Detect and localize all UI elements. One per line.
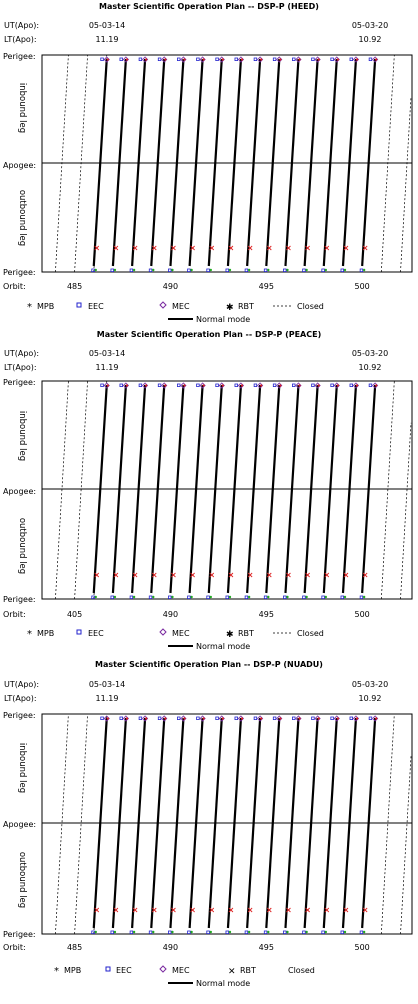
eec-marker xyxy=(158,717,161,720)
rbt-marker xyxy=(203,58,205,60)
eec-marker xyxy=(149,931,152,934)
y-tick-apogee: Apogee: xyxy=(3,487,37,496)
mpb-marker xyxy=(325,931,327,933)
legend-mpb: MPB xyxy=(64,966,82,975)
eec-marker xyxy=(197,384,200,387)
eec-marker xyxy=(168,596,171,599)
eec-marker xyxy=(292,58,295,61)
eec-marker xyxy=(168,269,171,272)
mpb-marker xyxy=(305,269,307,271)
eec-marker xyxy=(341,931,344,934)
orbit-tick-label: 490 xyxy=(162,943,179,952)
mpb-marker xyxy=(152,269,154,271)
legend-closed: Closed xyxy=(297,629,324,638)
closed-orbit-trace xyxy=(381,381,394,599)
orbit-tick-label: 405 xyxy=(66,610,83,619)
eec-marker xyxy=(303,269,306,272)
eec-marker xyxy=(235,717,238,720)
rbt-marker xyxy=(241,384,243,386)
eec-marker xyxy=(273,717,276,720)
lt-end: 10.92 xyxy=(358,363,382,372)
ut-start: 05-03-14 xyxy=(88,349,126,358)
mpb-marker xyxy=(210,596,212,598)
inbound-leg-label: inbound leg xyxy=(17,82,27,134)
eec-legend-marker xyxy=(106,967,110,971)
rbt-marker xyxy=(375,384,377,386)
eec-marker xyxy=(235,384,238,387)
eec-marker xyxy=(197,58,200,61)
lt-label: LT(Apo): xyxy=(4,694,37,703)
mpb-marker xyxy=(267,931,269,933)
eec-marker xyxy=(111,596,114,599)
legend-rbt: RBT xyxy=(238,629,254,638)
eec-marker xyxy=(226,269,229,272)
rbt-marker xyxy=(145,384,147,386)
mpb-marker xyxy=(248,596,250,598)
lt-label: LT(Apo): xyxy=(4,363,37,372)
legend-normal-mode: Normal mode xyxy=(196,315,251,324)
eec-marker xyxy=(292,384,295,387)
eec-marker xyxy=(254,717,257,720)
mpb-marker xyxy=(267,269,269,271)
rbt-marker xyxy=(203,717,205,719)
rbt-marker xyxy=(318,717,320,719)
eec-marker xyxy=(264,269,267,272)
legend-mec: MEC xyxy=(172,629,190,638)
mpb-marker xyxy=(210,269,212,271)
rbt-marker xyxy=(337,58,339,60)
y-tick-perigee-top: Perigee: xyxy=(3,711,36,720)
eec-marker xyxy=(120,384,123,387)
chart-title: Master Scientific Operation Plan -- DSP-P (HEED) xyxy=(99,2,319,11)
y-tick-perigee-top: Perigee: xyxy=(3,52,36,61)
y-tick-apogee: Apogee: xyxy=(3,161,37,170)
orbit-axis-label: Orbit: xyxy=(3,610,26,619)
rbt-marker xyxy=(279,384,281,386)
eec-marker xyxy=(360,269,363,272)
mpb-marker xyxy=(171,269,173,271)
mpb-marker xyxy=(114,931,116,933)
lt-start: 11.19 xyxy=(95,363,119,372)
rbt-marker xyxy=(183,58,185,60)
orbit-tick-label: 500 xyxy=(354,943,370,952)
eec-marker xyxy=(331,58,334,61)
ut-end: 05-03-20 xyxy=(351,21,389,30)
legend-eec: EEC xyxy=(88,629,104,638)
eec-marker xyxy=(216,717,219,720)
eec-marker xyxy=(245,931,248,934)
mec-legend-marker xyxy=(160,629,166,635)
closed-orbit-trace xyxy=(55,714,68,934)
mpb-marker xyxy=(190,269,192,271)
mpb-marker xyxy=(95,931,97,933)
ut-label: UT(Apo): xyxy=(4,349,40,358)
mpb-marker xyxy=(248,931,250,933)
mpb-marker xyxy=(325,596,327,598)
rbt-marker xyxy=(107,717,109,719)
plot-frame xyxy=(42,381,412,599)
eec-marker xyxy=(149,596,152,599)
eec-marker xyxy=(360,931,363,934)
orbit-axis-label: Orbit: xyxy=(3,943,26,952)
legend xyxy=(27,629,324,651)
rbt-marker xyxy=(164,717,166,719)
rbt-marker xyxy=(318,384,320,386)
rbt-marker xyxy=(241,717,243,719)
rbt-marker xyxy=(107,58,109,60)
y-tick-perigee-bottom: Perigee: xyxy=(3,930,36,939)
orbit-tick-label: 485 xyxy=(66,943,83,952)
eec-marker xyxy=(254,58,257,61)
orbit-traces xyxy=(55,381,411,599)
eec-marker xyxy=(92,596,95,599)
legend xyxy=(27,302,324,324)
eec-marker xyxy=(369,717,372,720)
rbt-marker xyxy=(126,384,128,386)
legend-normal-mode: Normal mode xyxy=(196,979,251,988)
legend-mec: MEC xyxy=(172,966,190,975)
eec-marker xyxy=(312,384,315,387)
eec-marker xyxy=(111,269,114,272)
eec-marker xyxy=(139,717,142,720)
orbit-ticks xyxy=(67,610,370,619)
mpb-marker xyxy=(305,596,307,598)
y-tick-perigee-bottom: Perigee: xyxy=(3,595,36,604)
rbt-marker xyxy=(356,384,358,386)
mpb-marker xyxy=(229,931,231,933)
orbit-ticks xyxy=(67,943,370,952)
mpb-legend-marker: * xyxy=(27,302,32,313)
eec-marker xyxy=(130,269,133,272)
eec-marker xyxy=(197,717,200,720)
eec-marker xyxy=(101,58,104,61)
orbit-tick-label: 495 xyxy=(258,943,274,952)
rbt-marker xyxy=(126,58,128,60)
eec-marker xyxy=(139,384,142,387)
mpb-marker xyxy=(286,269,288,271)
y-tick-apogee: Apogee: xyxy=(3,820,37,829)
rbt-marker xyxy=(164,384,166,386)
lt-start: 11.19 xyxy=(95,35,119,44)
eec-marker xyxy=(226,931,229,934)
chart-panel-nuadu xyxy=(0,658,418,1004)
eec-marker xyxy=(331,717,334,720)
mpb-marker xyxy=(114,596,116,598)
mec-legend-marker xyxy=(160,966,166,972)
mpb-marker xyxy=(190,931,192,933)
mpb-marker xyxy=(363,931,365,933)
closed-orbit-trace xyxy=(400,423,411,599)
eec-marker xyxy=(188,931,191,934)
closed-orbit-trace xyxy=(381,714,394,934)
eec-marker xyxy=(283,269,286,272)
eec-marker xyxy=(322,596,325,599)
eec-marker xyxy=(235,58,238,61)
mpb-marker xyxy=(248,269,250,271)
mpb-marker xyxy=(133,596,135,598)
eec-marker xyxy=(360,596,363,599)
rbt-marker xyxy=(337,384,339,386)
eec-marker xyxy=(158,384,161,387)
mpb-marker xyxy=(133,931,135,933)
eec-marker xyxy=(188,269,191,272)
rbt-marker xyxy=(126,717,128,719)
y-tick-perigee-bottom: Perigee: xyxy=(3,268,36,277)
orbit-tick-label: 500 xyxy=(354,610,370,619)
ut-label: UT(Apo): xyxy=(4,680,40,689)
eec-marker xyxy=(177,717,180,720)
rbt-marker xyxy=(203,384,205,386)
mpb-marker xyxy=(286,596,288,598)
eec-marker xyxy=(101,384,104,387)
inbound-leg-label: inbound leg xyxy=(17,410,27,462)
eec-marker xyxy=(350,384,353,387)
ut-label: UT(Apo): xyxy=(4,21,40,30)
inbound-leg-label: inbound leg xyxy=(17,742,27,794)
rbt-marker xyxy=(279,717,281,719)
mpb-marker xyxy=(190,596,192,598)
eec-marker xyxy=(111,931,114,934)
mpb-marker xyxy=(344,596,346,598)
mpb-marker xyxy=(95,596,97,598)
eec-marker xyxy=(207,596,210,599)
rbt-marker xyxy=(298,58,300,60)
lt-end: 10.92 xyxy=(358,35,382,44)
mpb-marker xyxy=(325,269,327,271)
rbt-marker xyxy=(222,717,224,719)
ut-end: 05-03-20 xyxy=(351,680,389,689)
eec-marker xyxy=(149,269,152,272)
legend-normal-mode: Normal mode xyxy=(196,642,251,651)
rbt-marker xyxy=(260,58,262,60)
mpb-marker xyxy=(363,596,365,598)
rbt-marker xyxy=(356,717,358,719)
mpb-marker xyxy=(210,931,212,933)
legend-rbt: RBT xyxy=(238,302,254,311)
mpb-legend-marker: * xyxy=(54,966,59,977)
chart-panel-heed xyxy=(0,0,418,328)
rbt-marker xyxy=(241,58,243,60)
eec-marker xyxy=(312,58,315,61)
rbt-marker xyxy=(145,717,147,719)
eec-marker xyxy=(350,58,353,61)
eec-marker xyxy=(341,596,344,599)
mec-legend-marker xyxy=(160,302,166,308)
legend-closed: Closed xyxy=(288,966,315,975)
rbt-marker xyxy=(107,384,109,386)
mpb-marker xyxy=(229,269,231,271)
eec-marker xyxy=(130,596,133,599)
orbit-traces xyxy=(55,714,411,934)
eec-marker xyxy=(216,384,219,387)
legend-mpb: MPB xyxy=(37,629,55,638)
orbit-tick-label: 500 xyxy=(354,282,370,291)
plot-frame xyxy=(42,714,412,934)
eec-marker xyxy=(312,717,315,720)
mpb-legend-marker: * xyxy=(27,629,32,640)
eec-marker xyxy=(139,58,142,61)
legend-mpb: MPB xyxy=(37,302,55,311)
eec-marker xyxy=(341,269,344,272)
mpb-marker xyxy=(152,596,154,598)
mpb-marker xyxy=(305,931,307,933)
lt-end: 10.92 xyxy=(358,694,382,703)
chart-panel-peace xyxy=(0,328,418,658)
rbt-marker xyxy=(183,717,185,719)
rbt-marker xyxy=(183,384,185,386)
outbound-leg-label: outbound leg xyxy=(17,851,27,909)
mpb-marker xyxy=(133,269,135,271)
closed-orbit-trace xyxy=(400,756,411,934)
eec-marker xyxy=(264,596,267,599)
mpb-marker xyxy=(363,269,365,271)
eec-marker xyxy=(207,269,210,272)
legend-mec: MEC xyxy=(172,302,190,311)
mpb-marker xyxy=(171,931,173,933)
chart-title: Master Scientific Operation Plan -- DSP-P (NUADU) xyxy=(95,660,323,669)
rbt-marker xyxy=(318,58,320,60)
legend-eec: EEC xyxy=(116,966,132,975)
legend-closed: Closed xyxy=(297,302,324,311)
mpb-marker xyxy=(267,596,269,598)
closed-orbit-trace xyxy=(75,381,88,599)
outbound-leg-label: outbound leg xyxy=(17,517,27,575)
mpb-marker xyxy=(171,596,173,598)
lt-start: 11.19 xyxy=(95,694,119,703)
eec-marker xyxy=(92,269,95,272)
rbt-marker xyxy=(375,717,377,719)
eec-marker xyxy=(177,384,180,387)
eec-marker xyxy=(322,931,325,934)
y-tick-perigee-top: Perigee: xyxy=(3,378,36,387)
eec-marker xyxy=(168,931,171,934)
eec-marker xyxy=(245,269,248,272)
rbt-marker xyxy=(337,717,339,719)
eec-marker xyxy=(350,717,353,720)
ut-start: 05-03-14 xyxy=(88,680,126,689)
orbit-tick-label: 490 xyxy=(162,610,179,619)
eec-marker xyxy=(322,269,325,272)
eec-marker xyxy=(207,931,210,934)
orbit-axis-label: Orbit: xyxy=(3,282,26,291)
ut-end: 05-03-20 xyxy=(351,349,389,358)
eec-marker xyxy=(273,58,276,61)
rbt-marker xyxy=(145,58,147,60)
eec-marker xyxy=(188,596,191,599)
orbit-tick-label: 495 xyxy=(258,610,274,619)
closed-orbit-trace xyxy=(400,97,411,272)
eec-marker xyxy=(216,58,219,61)
eec-marker xyxy=(226,596,229,599)
mpb-marker xyxy=(229,596,231,598)
rbt-marker xyxy=(298,384,300,386)
lt-label: LT(Apo): xyxy=(4,35,37,44)
orbit-tick-label: 490 xyxy=(162,282,179,291)
chart-title: Master Scientific Operation Plan -- DSP-P (PEACE) xyxy=(96,330,322,339)
rbt-marker xyxy=(279,58,281,60)
eec-marker xyxy=(303,596,306,599)
eec-marker xyxy=(273,384,276,387)
outbound-leg-label: outbound leg xyxy=(17,189,27,247)
eec-marker xyxy=(92,931,95,934)
eec-marker xyxy=(245,596,248,599)
rbt-marker xyxy=(298,717,300,719)
orbit-ticks xyxy=(67,282,370,291)
mpb-marker xyxy=(114,269,116,271)
mpb-marker xyxy=(95,269,97,271)
rbt-marker xyxy=(222,58,224,60)
eec-marker xyxy=(130,931,133,934)
mpb-marker xyxy=(286,931,288,933)
rbt-marker xyxy=(260,384,262,386)
eec-marker xyxy=(369,58,372,61)
closed-orbit-trace xyxy=(75,714,88,934)
mpb-marker xyxy=(152,931,154,933)
eec-marker xyxy=(101,717,104,720)
eec-marker xyxy=(254,384,257,387)
rbt-marker xyxy=(356,58,358,60)
eec-marker xyxy=(331,384,334,387)
eec-marker xyxy=(264,931,267,934)
rbt-legend-marker: ✱ xyxy=(226,630,234,640)
eec-marker xyxy=(303,931,306,934)
eec-marker xyxy=(158,58,161,61)
mpb-marker xyxy=(344,931,346,933)
orbit-tick-label: 495 xyxy=(258,282,274,291)
legend xyxy=(54,966,315,988)
rbt-legend-marker: ✕ xyxy=(228,967,236,977)
eec-marker xyxy=(369,384,372,387)
legend-rbt: RBT xyxy=(240,966,256,975)
rbt-marker xyxy=(164,58,166,60)
eec-marker xyxy=(283,596,286,599)
eec-marker xyxy=(120,58,123,61)
eec-marker xyxy=(120,717,123,720)
rbt-marker xyxy=(222,384,224,386)
ut-start: 05-03-14 xyxy=(88,21,126,30)
eec-marker xyxy=(292,717,295,720)
mpb-marker xyxy=(344,269,346,271)
legend-eec: EEC xyxy=(88,302,104,311)
rbt-legend-marker: ✱ xyxy=(226,303,234,313)
rbt-marker xyxy=(375,58,377,60)
eec-legend-marker xyxy=(77,303,81,307)
eec-legend-marker xyxy=(77,630,81,634)
rbt-marker xyxy=(260,717,262,719)
eec-marker xyxy=(283,931,286,934)
orbit-tick-label: 485 xyxy=(66,282,83,291)
eec-marker xyxy=(177,58,180,61)
closed-orbit-trace xyxy=(55,381,68,599)
